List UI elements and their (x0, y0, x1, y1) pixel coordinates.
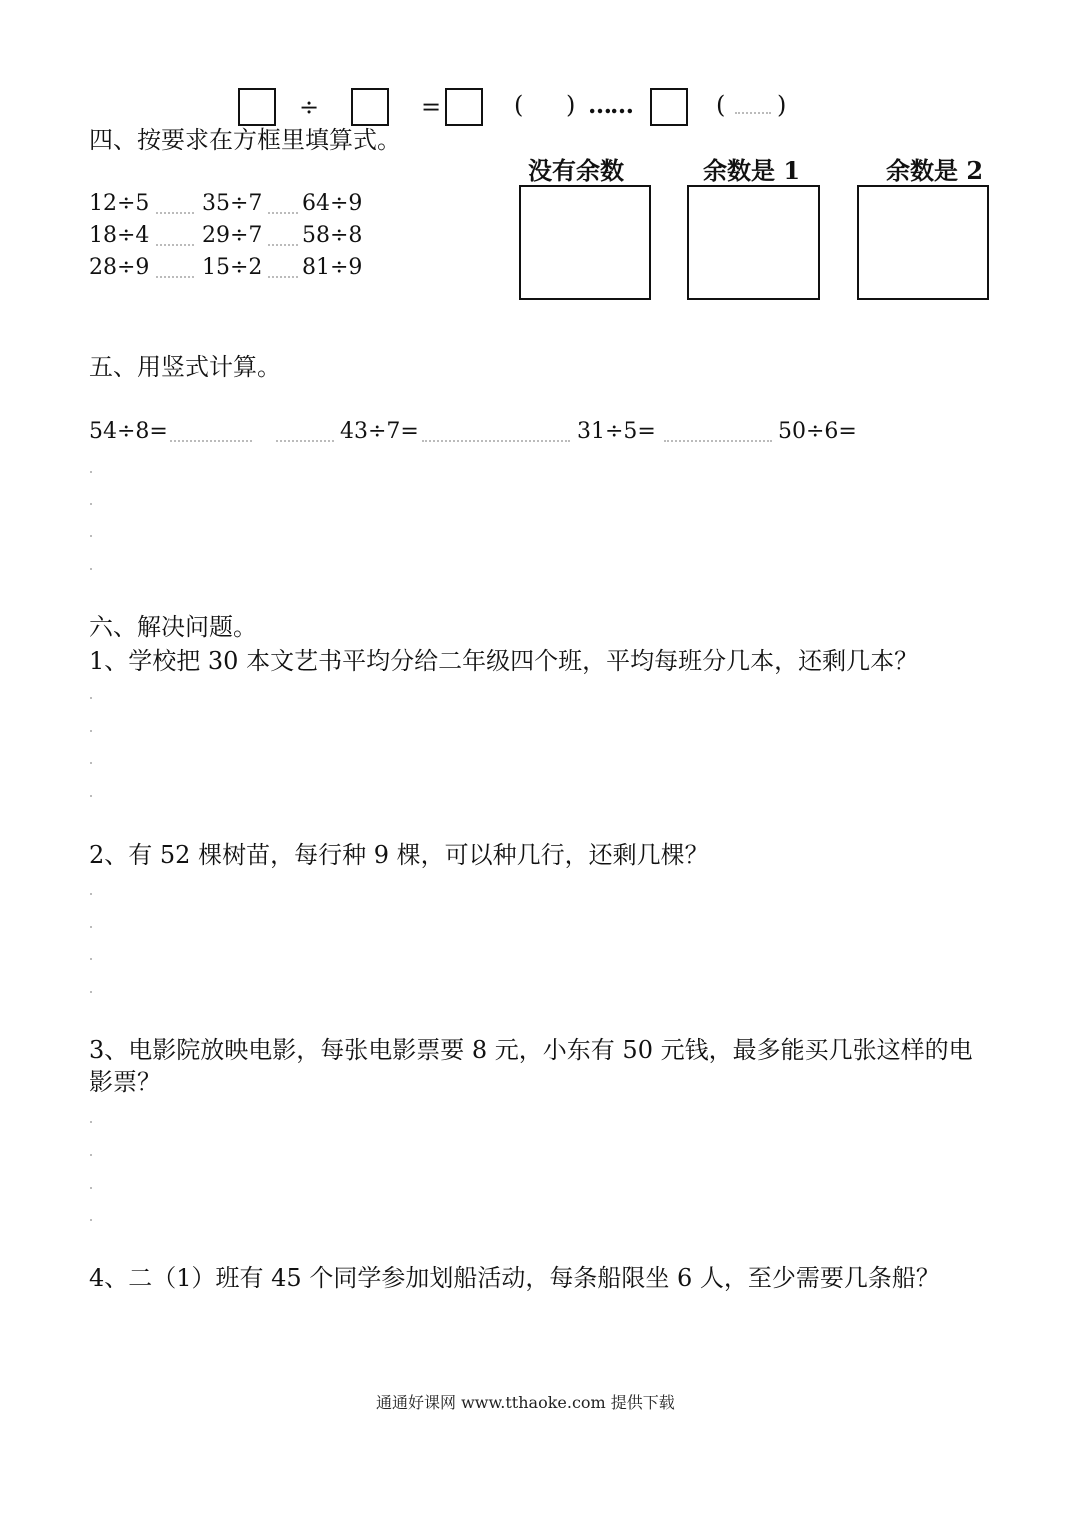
blank-line-marker (90, 503, 92, 505)
vertical-calc-problem: 31÷5= (577, 419, 656, 444)
expression: 28÷9 (89, 255, 150, 280)
vertical-calc-problem: 43÷7= (340, 419, 419, 444)
answer-box-no-remainder[interactable] (519, 185, 651, 300)
dot-leader (664, 440, 772, 442)
paren-left-2: ( (716, 91, 726, 119)
section5-title: 五、用竖式计算。 (89, 353, 281, 381)
blank-line-marker (90, 958, 92, 960)
blank-line-marker (90, 1154, 92, 1156)
divide-sign: ÷ (299, 93, 320, 121)
blank-line-marker (90, 991, 92, 993)
blank-line-marker (90, 697, 92, 699)
dot-leader (268, 276, 298, 278)
blank-line-marker (90, 795, 92, 797)
dot-leader (170, 440, 252, 442)
blank-line-marker (90, 762, 92, 764)
vertical-calc-problem: 54÷8= (89, 419, 168, 444)
question-4: 4、二（1）班有 45 个同学参加划船活动，每条船限坐 6 人，至少需要几条船？ (89, 1264, 940, 1292)
answer-box-remainder-2[interactable] (857, 185, 989, 300)
expression: 15÷2 (202, 255, 263, 280)
blank-line-marker (90, 535, 92, 537)
paren-left-1: ( (514, 91, 524, 119)
footer-source: 通通好课网 www.tthaoke.com 提供下载 (376, 1393, 675, 1412)
blank-line-marker (90, 471, 92, 473)
blank-line-marker (90, 926, 92, 928)
blank-line-marker (90, 1219, 92, 1221)
answer-box-dividend[interactable] (238, 88, 276, 126)
blank-line-marker (90, 893, 92, 895)
dot-leader (422, 440, 570, 442)
vertical-calc-problem: 50÷6= (778, 419, 857, 444)
dot-leader (268, 212, 298, 214)
dot-leader (268, 244, 298, 246)
paren-right-1: ) (566, 91, 576, 119)
question-3-line-1: 3、电影院放映电影，每张电影票要 8 元，小东有 50 元钱，最多能买几张这样的电 (89, 1036, 973, 1064)
paren-right-2: ) (777, 91, 787, 119)
question-3-line-2: 影票？ (89, 1068, 161, 1096)
section6-title: 六、解决问题。 (89, 613, 257, 641)
expression: 81÷9 (302, 255, 363, 280)
question-2: 2、有 52 棵树苗，每行种 9 棵，可以种几行，还剩几棵？ (89, 841, 709, 869)
paren-dots (735, 112, 771, 114)
answer-box-remainder-1[interactable] (687, 185, 820, 300)
expression: 12÷5 (89, 191, 150, 216)
remainder-dots: …… (588, 90, 632, 119)
dot-leader (276, 440, 334, 442)
dot-leader (156, 244, 194, 246)
answer-box-quotient[interactable] (445, 88, 483, 126)
expression: 29÷7 (202, 223, 263, 248)
blank-line-marker (90, 730, 92, 732)
expression: 35÷7 (202, 191, 263, 216)
blank-line-marker (90, 1121, 92, 1123)
dot-leader (156, 212, 194, 214)
blank-line-marker (90, 1187, 92, 1189)
box-label-remainder-2: 余数是 2 (886, 156, 984, 185)
dot-leader (156, 276, 194, 278)
section4-title: 四、按要求在方框里填算式。 (89, 126, 401, 154)
expression: 64÷9 (302, 191, 363, 216)
question-1: 1、学校把 30 本文艺书平均分给二年级四个班，平均每班分几本，还剩几本？ (89, 647, 919, 675)
box-label-no-remainder: 没有余数 (528, 156, 624, 185)
equals-sign: = (421, 93, 442, 121)
blank-line-marker (90, 568, 92, 570)
box-label-remainder-1: 余数是 1 (703, 156, 801, 185)
expression: 58÷8 (302, 223, 363, 248)
expression: 18÷4 (89, 223, 150, 248)
answer-box-divisor[interactable] (351, 88, 389, 126)
answer-box-remainder[interactable] (650, 88, 688, 126)
